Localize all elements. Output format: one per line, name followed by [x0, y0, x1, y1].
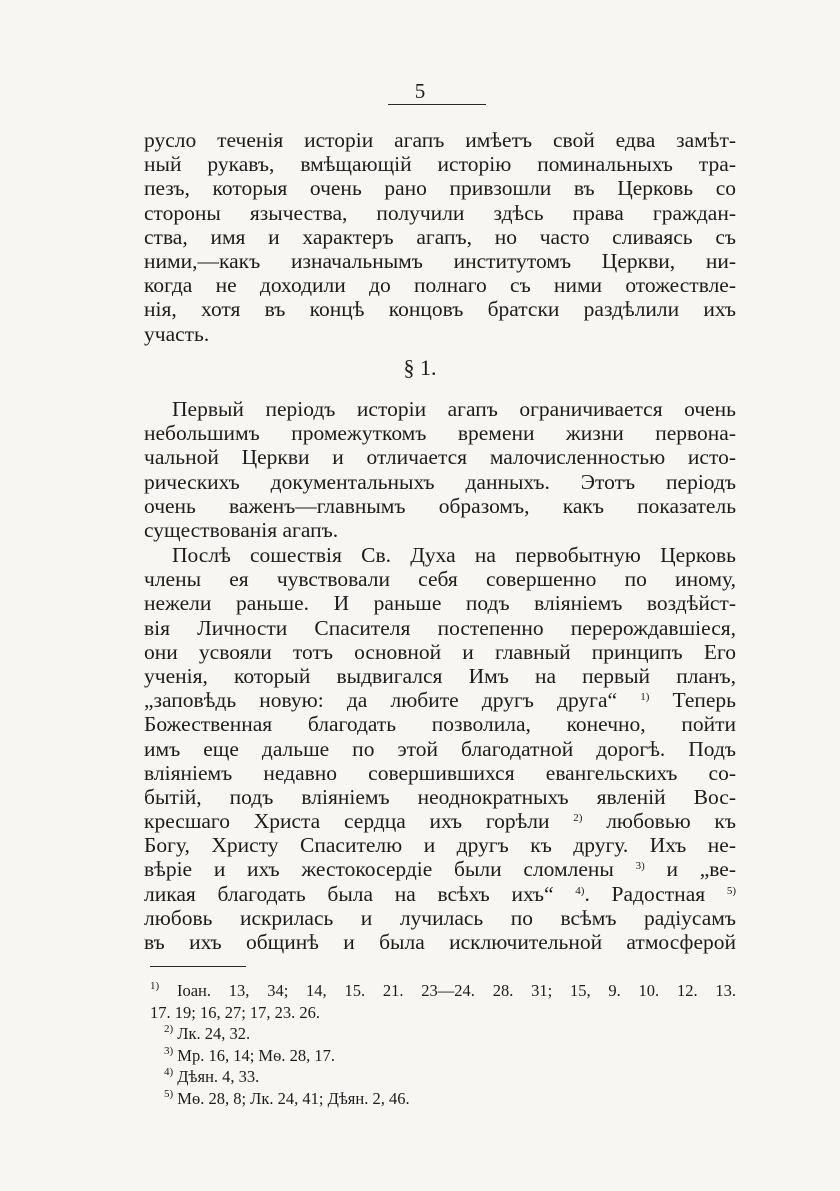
line-text: . Радостная — [584, 881, 706, 906]
paragraph-1 — [144, 397, 736, 542]
text-line: стороны язычества, получили здѣсь права граждан- — [144, 200, 736, 225]
footnote-4 — [150, 1066, 736, 1088]
footnote-mark: 3) — [164, 1044, 174, 1057]
line-text: ликая благодать была на всѣхъ ихъ“ — [144, 881, 554, 906]
footnote-text: Лк. 24, 32. — [177, 1024, 251, 1043]
text-line — [144, 882, 736, 906]
text-line: когда не доходили до полнаго съ ними отожествле- — [144, 273, 736, 298]
footnote-mark: 5) — [164, 1087, 174, 1100]
text-line: ный рукавъ, вмѣщающій исторію поминальныхъ тра- — [144, 152, 736, 177]
intro-paragraph — [144, 128, 736, 346]
footnote-text: Мр. 16, 14; Мѳ. 28, 17. — [177, 1045, 335, 1065]
footnote-1 — [150, 980, 736, 1002]
text-line: пезъ, которыя очень рано привзошли въ Церковь со — [144, 176, 736, 201]
text-line: Послѣ сошествія Св. Духа на первобытную Церковь — [172, 543, 736, 567]
footnote-mark: 2) — [164, 1023, 174, 1035]
text-line: существованія агапъ. — [144, 517, 339, 542]
footnote-mark: 4) — [164, 1066, 174, 1078]
footnote-2 — [150, 1023, 736, 1045]
text-line: вія Личности Спасителя постепенно перерождавшіеся, — [144, 615, 736, 640]
text-line: русло теченія исторіи агапъ имѣетъ свой едва замѣт- — [144, 128, 736, 152]
footnote-rule — [150, 966, 246, 967]
footnote-ref: 3) — [635, 860, 645, 873]
paragraph-2 — [144, 543, 736, 954]
text-line: бытій, подъ вліяніемъ неоднократныхъ явленій Вос- — [144, 784, 736, 809]
text-line: очень важенъ—главнымъ образомъ, какъ показатель — [144, 493, 736, 518]
page-number: 5 — [414, 79, 426, 103]
text-line: ними,—какъ изначальнымъ институтомъ Церкви, ни- — [144, 248, 736, 273]
line-text: вѣріе и ихъ жестокосердіе были сломлены — [144, 857, 614, 882]
text-line: любовь искрилась и лучилась по всѣмъ радіусамъ — [144, 905, 736, 930]
text-line: Первый періодъ исторіи агапъ ограничивается очень — [172, 397, 736, 421]
footnote-text: Іоан. 13, 34; 14, 15. 21. 23—24. 28. 31; 15, 9. 10. 12. 13. — [176, 981, 736, 1000]
text-line: ства, имя и характеръ агапъ, но часто сливаясь съ — [144, 224, 736, 249]
footnote-5 — [150, 1088, 736, 1110]
text-line: члены ея чувствовали себя совершенно по иному, — [144, 567, 736, 592]
text-line: вліяніемъ недавно совершившихся евангельскихъ со- — [144, 760, 736, 785]
text-line — [144, 857, 736, 881]
footnote-1-cont: 17. 19; 16, 27; 17, 23. 26. — [150, 1002, 321, 1022]
text-line: Богу, Христу Спасителю и другъ къ другу. Ихъ не- — [144, 833, 736, 858]
text-line: имъ еще дальше по этой благодатной дорогѣ. Подъ — [144, 736, 736, 761]
footnote-text: Дѣян. 4, 33. — [177, 1067, 260, 1086]
footnote-ref: 1) — [640, 691, 650, 704]
line-text: любовью къ — [606, 809, 736, 834]
text-line: чальной Церкви и отличается малочисленностью исто- — [144, 445, 736, 470]
text-line: небольшимъ промежуткомъ времени жизни первона- — [144, 421, 736, 446]
footnote-text: Мѳ. 28, 8; Лк. 24, 41; Дѣян. 2, 46. — [177, 1088, 410, 1108]
text-line: ученія, который выдвигался Имъ на первый планъ, — [144, 663, 736, 688]
line-text: кресшаго Христа сердца ихъ горѣли — [144, 809, 550, 834]
footnotes — [150, 980, 736, 1109]
text-line — [144, 809, 736, 833]
line-text: „заповѣдь новую: да любите другъ друга“ — [144, 688, 618, 713]
section-heading: § 1. — [403, 355, 437, 380]
line-text: Теперь — [672, 688, 736, 713]
text-line: рическихъ документальныхъ данныхъ. Этотъ періодъ — [144, 469, 736, 494]
text-line: въ ихъ общинѣ и была исключительной атмосферой — [144, 930, 736, 954]
text-line: нія, хотя въ концѣ концовъ братски раздѣлили ихъ — [144, 297, 736, 322]
header-rule — [388, 104, 486, 105]
text-line — [144, 688, 736, 712]
text-line: Божественная благодать позволила, конечно, пойти — [144, 712, 736, 737]
footnote-ref: 4) — [575, 884, 585, 897]
text-line: участь. — [144, 321, 210, 346]
footnote-ref: 5) — [726, 884, 736, 897]
text-line: нежели раньше. И раньше подъ вліяніемъ воздѣйст- — [144, 591, 736, 616]
footnote-mark: 1) — [150, 980, 160, 992]
footnote-3 — [150, 1045, 736, 1067]
footnote-ref: 2) — [573, 812, 583, 825]
text-line: они усвояли тотъ основной и главный принципъ Его — [144, 639, 736, 664]
line-text: и „ве- — [666, 857, 736, 882]
